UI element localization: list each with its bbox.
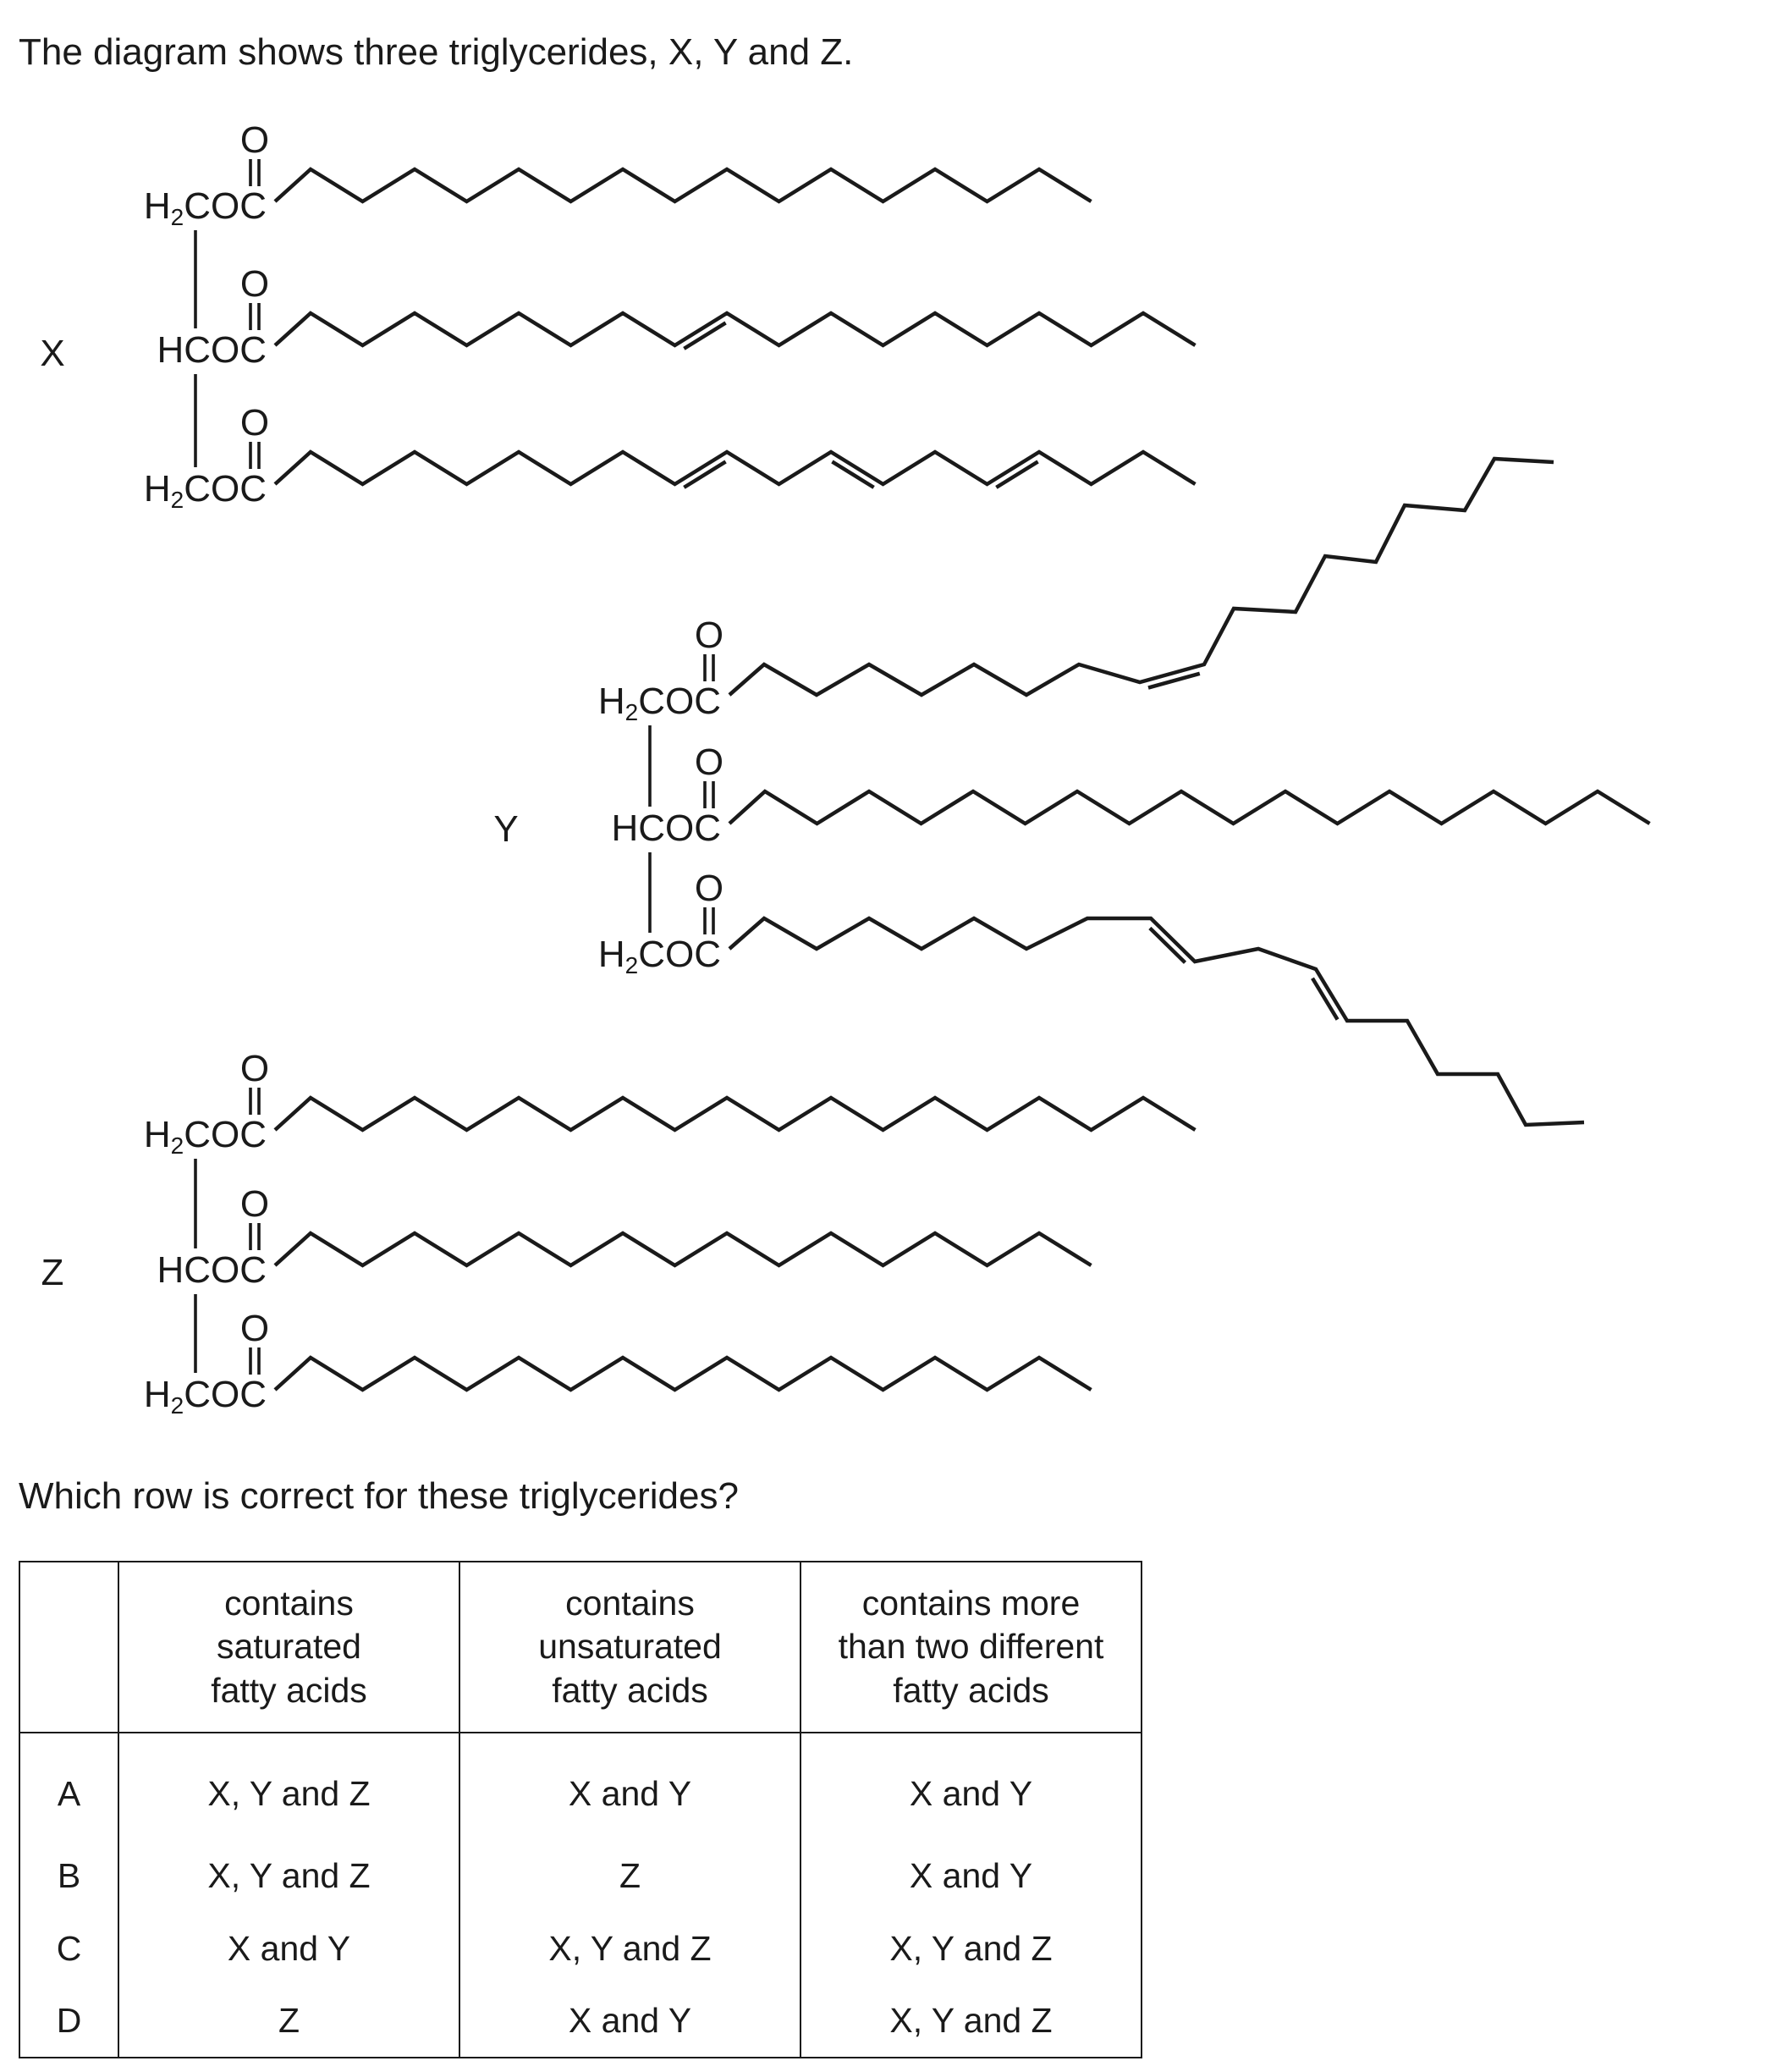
fatty-acid-chain	[275, 1098, 1196, 1130]
carbon-double-bond	[1148, 674, 1200, 688]
row-letter: C	[19, 1913, 118, 1986]
molecule-label: Y	[493, 808, 519, 850]
cell-more-than-two: X, Y and Z	[800, 1913, 1142, 1986]
carbonyl-oxygen-label: O	[239, 1183, 270, 1225]
header-more-than-two: contains more than two different fatty acids	[800, 1562, 1142, 1733]
fatty-acid-chain	[729, 791, 1650, 824]
cell-saturated: Z	[118, 1986, 459, 2058]
fatty-acid-chain	[275, 452, 1196, 484]
question-intro: The diagram shows three triglycerides, X, Y and Z.	[19, 31, 854, 73]
carbonyl-oxygen-label: O	[694, 741, 724, 783]
cell-unsaturated: Z	[459, 1840, 800, 1913]
ester-group-label: HCOC	[157, 329, 267, 371]
cell-unsaturated: X and Y	[459, 1733, 800, 1840]
cell-more-than-two: X, Y and Z	[800, 1986, 1142, 2058]
row-letter: D	[19, 1986, 118, 2058]
ester-group-label: H2COC	[597, 681, 721, 725]
triglyceride-y	[493, 459, 1649, 1125]
carbonyl-oxygen-label: O	[239, 1048, 270, 1089]
carbonyl-oxygen-label: O	[239, 402, 270, 444]
header-empty-cell	[19, 1562, 118, 1733]
ester-group-label: H2COC	[597, 934, 721, 978]
carbonyl-oxygen-label: O	[694, 614, 724, 656]
cell-saturated: X and Y	[118, 1913, 459, 1986]
row-letter: B	[19, 1840, 118, 1913]
triglyceride-x	[40, 119, 1195, 513]
header-saturated: contains saturated fatty acids	[118, 1562, 459, 1733]
carbonyl-oxygen-label: O	[694, 868, 724, 909]
cell-more-than-two: X and Y	[800, 1840, 1142, 1913]
ester-group-label: H2COC	[143, 1114, 267, 1159]
table-row-a[interactable]	[19, 1733, 1142, 1840]
cell-saturated: X, Y and Z	[118, 1840, 459, 1913]
cell-unsaturated: X and Y	[459, 1986, 800, 2058]
cell-unsaturated: X, Y and Z	[459, 1913, 800, 1986]
fatty-acid-chain	[275, 313, 1196, 345]
answer-table	[19, 1561, 1142, 2058]
molecule-label: X	[40, 333, 65, 374]
ester-group-label: H2COC	[143, 185, 267, 230]
row-letter: A	[19, 1733, 118, 1840]
carbonyl-oxygen-label: O	[239, 1308, 270, 1349]
molecule-label: Z	[41, 1252, 64, 1293]
table-row-b[interactable]	[19, 1840, 1142, 1913]
cell-saturated: X, Y and Z	[118, 1733, 459, 1840]
triglyceride-z	[41, 1048, 1196, 1419]
fatty-acid-chain	[729, 459, 1554, 695]
table-row-c[interactable]	[19, 1913, 1142, 1986]
fatty-acid-chain	[275, 1358, 1092, 1390]
ester-group-label: HCOC	[157, 1249, 267, 1291]
fatty-acid-chain	[275, 1233, 1092, 1265]
ester-group-label: H2COC	[143, 1374, 267, 1419]
ester-group-label: HCOC	[611, 807, 721, 849]
ester-group-label: H2COC	[143, 468, 267, 513]
header-unsaturated: contains unsaturated fatty acids	[459, 1562, 800, 1733]
fatty-acid-chain	[729, 918, 1584, 1125]
question-prompt: Which row is correct for these triglycerides?	[19, 1475, 739, 1517]
carbonyl-oxygen-label: O	[239, 119, 270, 161]
cell-more-than-two: X and Y	[800, 1733, 1142, 1840]
fatty-acid-chain	[275, 169, 1092, 201]
carbonyl-oxygen-label: O	[239, 263, 270, 305]
table-row-d[interactable]	[19, 1986, 1142, 2058]
table-header-row	[19, 1562, 1142, 1733]
